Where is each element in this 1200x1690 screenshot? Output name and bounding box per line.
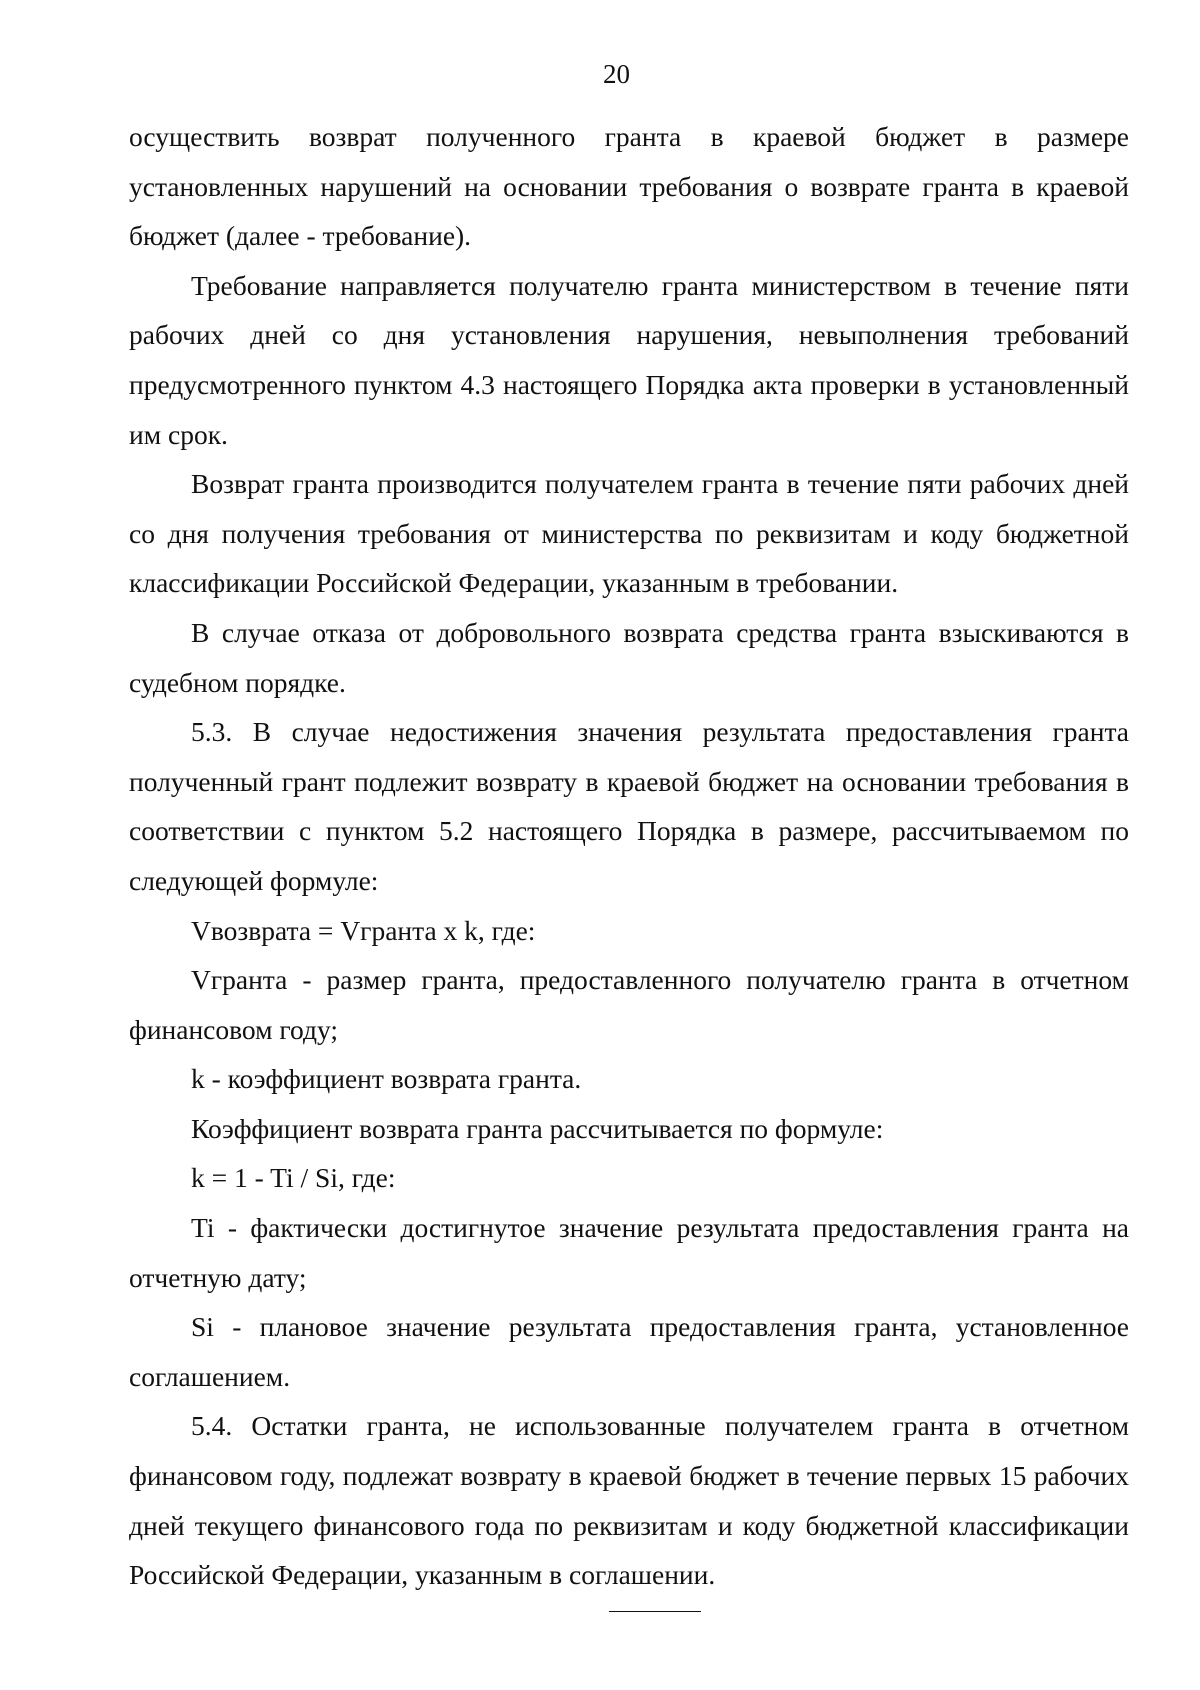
definition-coefficient: k - коэффициент возврата гранта. <box>191 1063 582 1095</box>
document-body <box>129 112 1129 1600</box>
paragraph-court-recovery: В случае отказа от добровольного возврата средства гранта взыскиваются в судебном порядке. <box>129 616 1129 698</box>
formula-return-amount: Vвозврата = Vгранта x k, где: <box>191 914 536 946</box>
paragraph-clause-5-4: 5.4. Остатки гранта, не использованные получателем гранта в отчетном финансовом году, подлежат возврату в краевой бюджет в течение первых 15 рабочих дней текущего финансового года по реквизитам и коду бюджетной классификации Российской Федерации, указанным в соглашении. <box>129 1410 1129 1591</box>
definition-ti: Ti - фактически достигнутое значение результата предоставления гранта на отчетную дату; <box>129 1212 1129 1293</box>
paragraph-return-procedure: Возврат гранта производится получателем гранта в течение пяти рабочих дней со дня получения требования от министерства по реквизитам и коду бюджетной классификации Российской Федерации, указанным в требовании. <box>129 468 1129 599</box>
end-of-text-rule <box>609 1611 701 1612</box>
definition-si: Si - плановое значение результата предоставления гранта, установленное соглашением. <box>129 1311 1129 1392</box>
paragraph-coefficient-formula-intro: Коэффициент возврата гранта рассчитывается по формуле: <box>191 1112 884 1144</box>
page-number: 20 <box>603 59 630 89</box>
definition-grant-amount: Vгранта - размер гранта, предоставленного получателю гранта в отчетном финансовом году; <box>129 964 1129 1045</box>
formula-coefficient: k = 1 - Ti / Si, где: <box>191 1162 396 1194</box>
paragraph-requirement-sent: Требование направляется получателю гранта министерством в течение пяти рабочих дней со дня установления нарушения, невыполнения требований предусмотренного пунктом 4.3 настоящего Порядка акта проверки в установленный им срок. <box>129 269 1129 450</box>
paragraph-clause-5-3: 5.3. В случае недостижения значения результата предоставления гранта полученный грант подлежит возврату в краевой бюджет на основании требования в соответствии с пунктом 5.2 настоящего Порядка в размере, рассчитываемом по следующей формуле: <box>129 716 1129 896</box>
paragraph-return-obligation: осуществить возврат полученного гранта в краевой бюджет в размере установленных нарушений на основании требования о возврате гранта в краевой бюджет (далее - требование). <box>129 121 1129 252</box>
